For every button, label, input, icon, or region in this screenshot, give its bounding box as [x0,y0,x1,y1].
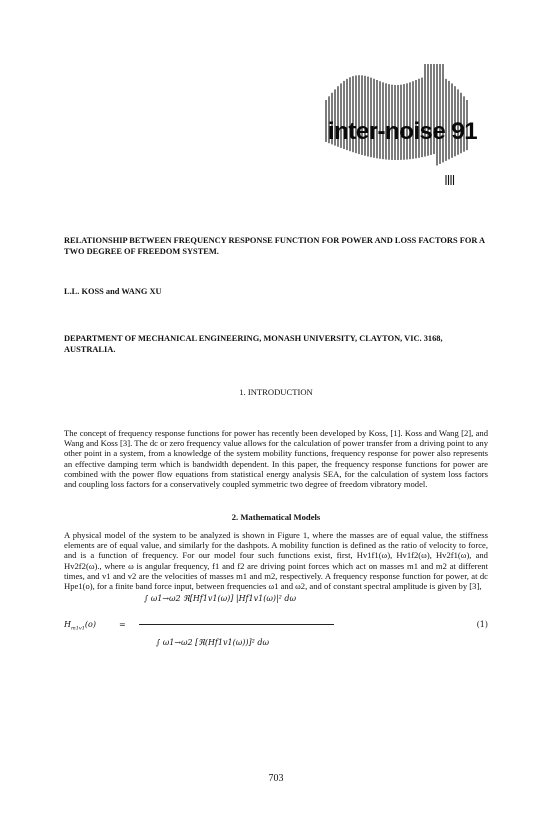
conference-logo [318,60,493,192]
models-paragraph-functions: first, Hv1f1(ω), Hv1f2(ω), Hv2f1(ω), and Hv2f2(ω)., where ω is angular frequency, f1 and f2 are driving point forces which act on masses m1 and m2 at different times, and v1 and v2 are the velocities of masses m1 and m2, respectively. A frequency response function for power, at dc Hpe1(o), for a finite band force input, between frequencies ω1 and ω2, and of constant spectral amplitude is given by [3], [64,550,488,592]
equation-number: (1) [476,620,488,629]
equation-numerator: ∫ ω1→ω2 ℜ[Hf1v1(ω)] |Hf1v1(ω)|² dω [144,594,297,603]
section-heading-models: 2. Mathematical Models [231,512,321,522]
paper-authors: L.L. KOSS and WANG XU [64,287,162,296]
models-paragraph-intro: A physical model of the system to be analyzed is shown in Figure 1, where the masses are of equal value, the stiffness elements are of equal value, and similarly for the dashpots. A mobility function is defined as the ratio of velocity to force, and is a function of frequency. For our model four such functions exist, [64,530,488,561]
equation-1 [64,580,488,670]
paper-affiliation: DEPARTMENT OF MECHANICAL ENGINEERING, MONASH UNIVERSITY, CLAYTON, VIC. 3168, AUSTRALIA. [64,334,443,354]
equation-lhs: $H_{m1v1}(o)$ [64,620,96,632]
section-heading-introduction: 1. INTRODUCTION [239,387,313,397]
paper-title: RELATIONSHIP BETWEEN FREQUENCY RESPONSE FUNCTION FOR POWER AND LOSS FACTORS FOR A TWO DEGREE OF FREEDOM SYSTEM. [64,236,485,256]
logo-wordmark: inter-noise 91 [328,118,478,145]
page-number: 703 [268,773,284,784]
equation-denominator: ∫ ω1→ω2 [ℜ(Hf1v1(ω))]² dω [156,638,269,647]
fraction-bar [139,624,334,625]
equation-equals: = [119,620,126,629]
introduction-paragraph: The concept of frequency response functions for power has recently been developed by Koss, [1]. Koss and Wang [2], and Wang and Koss [3]. The dc or zero frequency value allows for the calculation of power transfer from a driving point to any other point in a system, from a knowledge of the system mobility functions, frequency response for power also represents an effective damping term which is bandwidth dependent. In this paper, the frequency response functions for power are combined with the power flow equations from statistical energy analysis SEA, for the calculation of system loss factors and coupling loss factors for a conservatively coupled symmetric two degree of freedom vibratory model. [64,428,488,490]
